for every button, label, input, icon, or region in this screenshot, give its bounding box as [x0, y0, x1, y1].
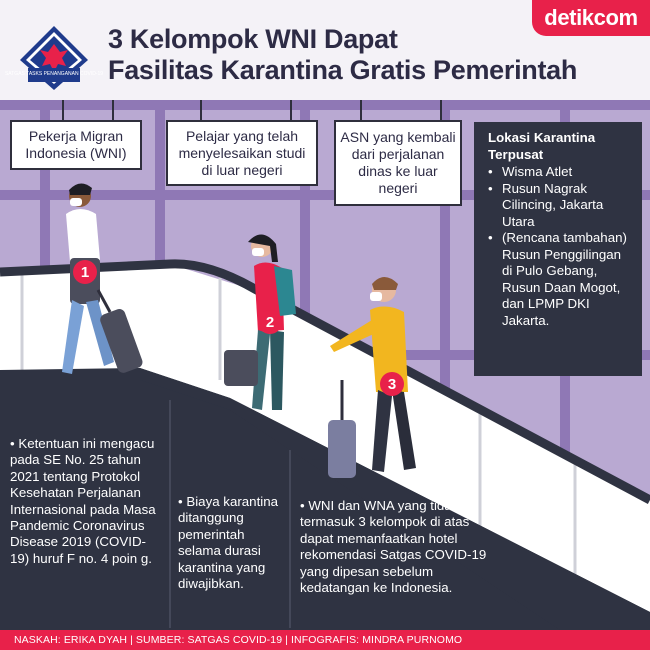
title-line-2: Fasilitas Karantina Gratis Pemerintah: [108, 55, 578, 85]
svg-text:3: 3: [387, 376, 397, 393]
credits-footer: NASKAH: ERIKA DYAH | SUMBER: SATGAS COVID-19 | INFOGRAFIS: MINDRA PURNOMO: [0, 630, 650, 650]
note-cost: • Biaya karantina ditanggung pemerintah selama durasi karantina yang diwajibkan.: [178, 494, 279, 592]
sign-text: Pelajar yang telah menyelesaikan studi di luar negeri: [178, 127, 306, 178]
location-item: • Rusun Nagrak Cilincing, Jakarta Utara: [488, 181, 632, 231]
marker-1: [73, 260, 97, 284]
marker-3: [380, 372, 404, 396]
brand-logo: detikcom: [532, 0, 650, 36]
quarantine-location-box: [474, 122, 642, 376]
logo-caption: SATGAS TASKS PENANGANAN COVID-19: [4, 71, 104, 77]
note-hotel: • WNI dan WNA yang tidak termasuk 3 kelompok di atas dapat memanfaatkan hotel rekomendasi Satgas COVID-19 yang dipesan sebelum kedatangan ke Indonesia.: [300, 498, 487, 596]
sign-text: ASN yang kembali dari perjalanan dinas ke luar negeri: [340, 129, 456, 196]
location-item: • Wisma Atlet: [488, 164, 632, 181]
location-item: • (Rencana tambahan) Rusun Penggilingan di Pulo Gebang, Rusun Daan Mogot, dan LPMP DKI Jakarta.: [488, 230, 632, 329]
location-heading: Lokasi Karantina Terpusat: [488, 130, 596, 162]
svg-text:2: 2: [265, 314, 275, 331]
marker-2: [258, 310, 282, 334]
note-regulation: • Ketentuan ini mengacu pada SE No. 25 tahun 2021 tentang Protokol Kesehatan Perjalanan Internasional pada Masa Pandemic Coronavirus Disease 2019 (COVID-19) huruf F no. 4 poin g.: [10, 436, 156, 566]
title-line-1: 3 Kelompok WNI Dapat: [108, 24, 398, 54]
sign-text: Pekerja Migran Indonesia (WNI): [25, 128, 127, 161]
location-list: [488, 164, 632, 329]
svg-text:1: 1: [80, 264, 90, 281]
